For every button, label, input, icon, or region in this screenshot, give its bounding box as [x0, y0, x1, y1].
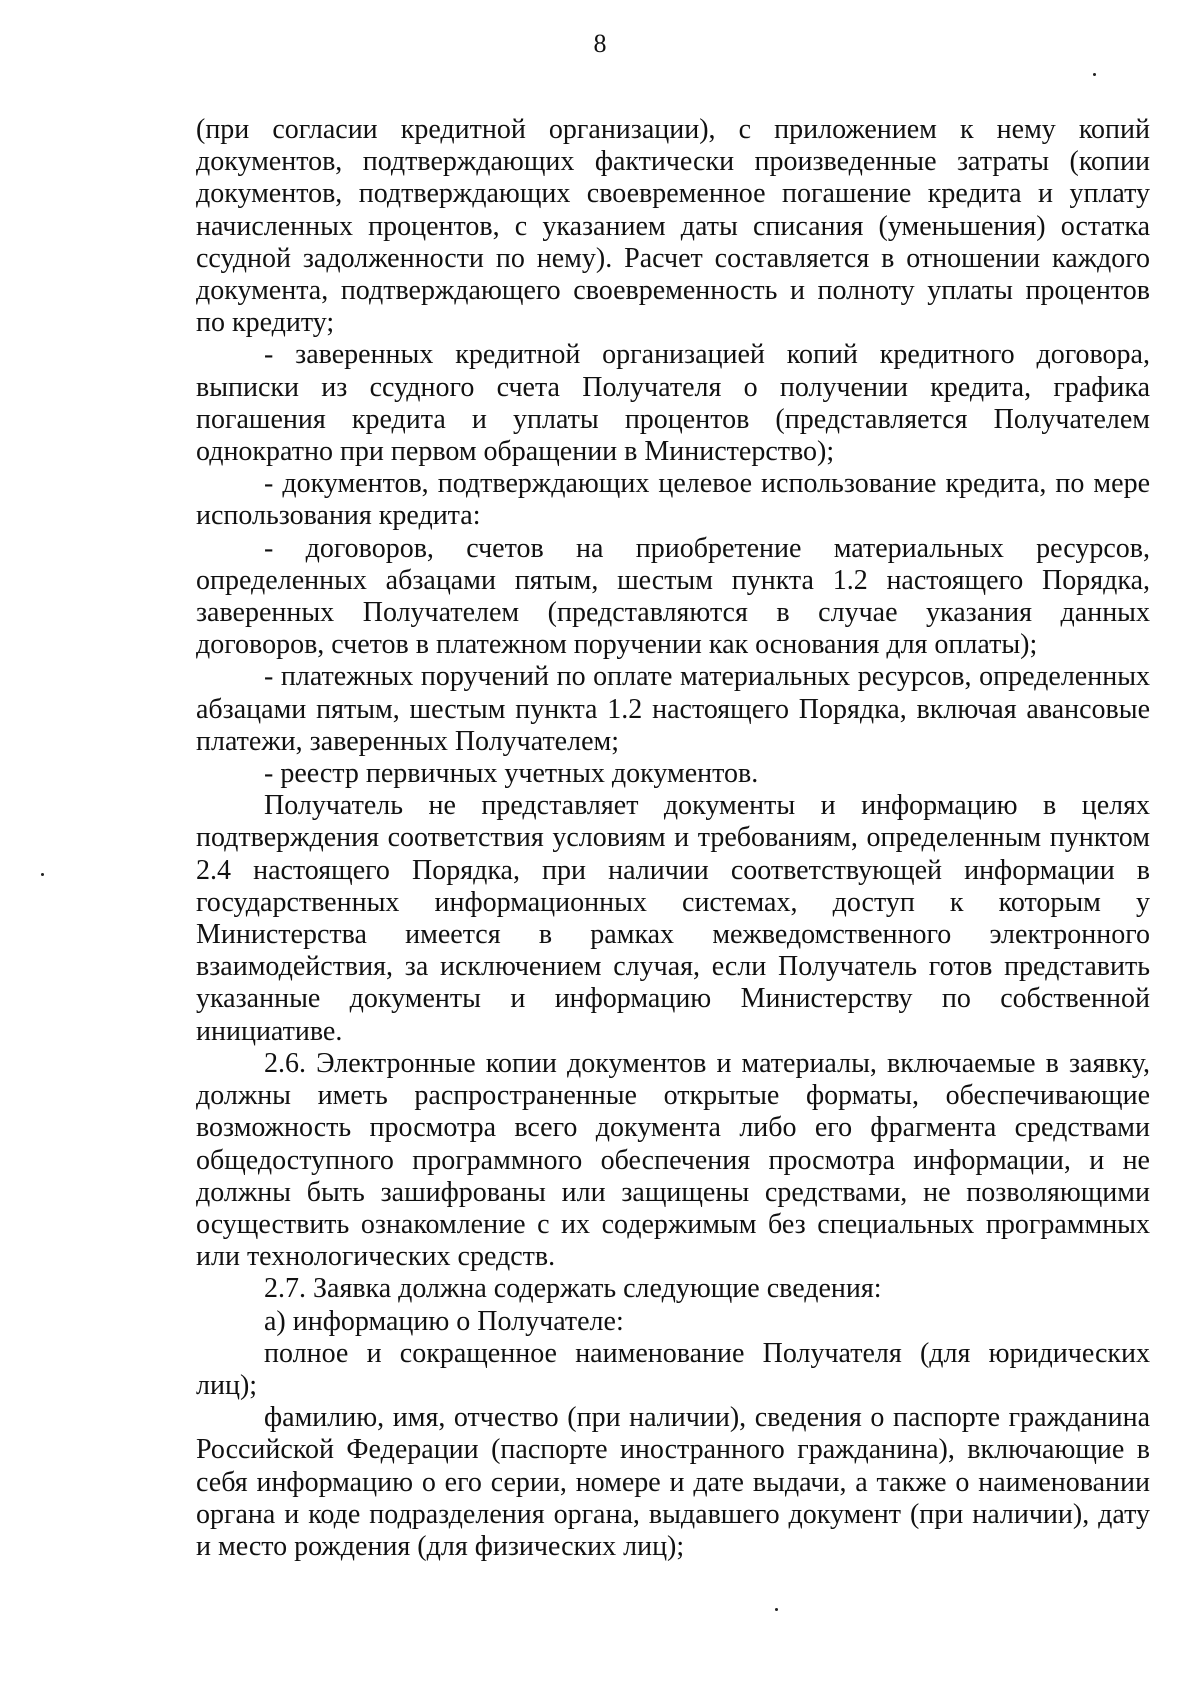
- paragraph-section-2-7: 2.7. Заявка должна содержать следующие сведения:: [264, 1273, 882, 1305]
- paragraph-list-item-credit-agreement: - заверенных кредитной организацией копий кредитного договора, выписки из ссудного счета Получателя о получении кредита, графика погашения кредита и уплаты процентов (представляется Получателем однократно при первом обращении в Министерство);: [196, 339, 1150, 468]
- paragraph-individual-details: фамилию, имя, отчество (при наличии), сведения о паспорте гражданина Российской Федерации (паспорте иностранного гражданина), включающие в себя информацию о его серии, номере и дате выдачи, а также о наименовании органа и коде подразделения органа, выдавшего документ (при наличии), дату и место рождения (для физических лиц);: [196, 1402, 1150, 1562]
- paragraph-recipient-exemption: Получатель не представляет документы и информацию в целях подтверждения соответствия условиям и требованиям, определенным пунктом 2.4 настоящего Порядка, при наличии соответствующей информации в государственных информационных системах, доступ к которым у Министерства имеется в рамках межведомственного электронного взаимодействия, за исключением случая, если Получатель готов представить указанные документы и информацию Министерству по собственной инициативе.: [196, 790, 1150, 1047]
- scan-speck: [1093, 73, 1096, 76]
- paragraph-item-a: а) информацию о Получателе:: [264, 1305, 624, 1337]
- paragraph-legal-entity-name: полное и сокращенное наименование Получателя (для юридических лиц);: [196, 1337, 1150, 1401]
- paragraph-list-item-contracts: - договоров, счетов на приобретение материальных ресурсов, определенных абзацами пятым, шестым пункта 1.2 настоящего Порядка, заверенных Получателем (представляются в случае указания данных договоров, счетов в платежном поручении как основания для оплаты);: [196, 532, 1150, 661]
- document-body: [196, 114, 1150, 1563]
- scan-speck: [775, 1608, 778, 1611]
- paragraph-continuation: (при согласии кредитной организации), с приложением к нему копий документов, подтверждающих фактически произведенные затраты (копии документов, подтверждающих своевременное погашение кредита и уплату начисленных процентов, с указанием даты списания (уменьшения) остатка ссудной задолженности по нему). Расчет составляется в отношении каждого документа, подтверждающего своевременность и полноту уплаты процентов по кредиту;: [196, 114, 1150, 339]
- paragraph-list-item-registry: - реестр первичных учетных документов.: [264, 758, 759, 790]
- paragraph-section-2-6: 2.6. Электронные копии документов и материалы, включаемые в заявку, должны иметь распространенные открытые форматы, обеспечивающие возможность просмотра всего документа либо его фрагмента средствами общедоступного программного обеспечения просмотра информации, и не должны быть зашифрованы или защищены средствами, не позволяющими осуществить ознакомление с их содержимым без специальных программных или технологических средств.: [196, 1047, 1150, 1273]
- scan-speck: [41, 873, 44, 876]
- paragraph-list-item-target-use: - документов, подтверждающих целевое использование кредита, по мере использования кредита:: [196, 468, 1150, 532]
- paragraph-list-item-payment-orders: - платежных поручений по оплате материальных ресурсов, определенных абзацами пятым, шестым пункта 1.2 настоящего Порядка, включая авансовые платежи, заверенных Получателем;: [196, 661, 1150, 757]
- page-number: 8: [593, 29, 607, 58]
